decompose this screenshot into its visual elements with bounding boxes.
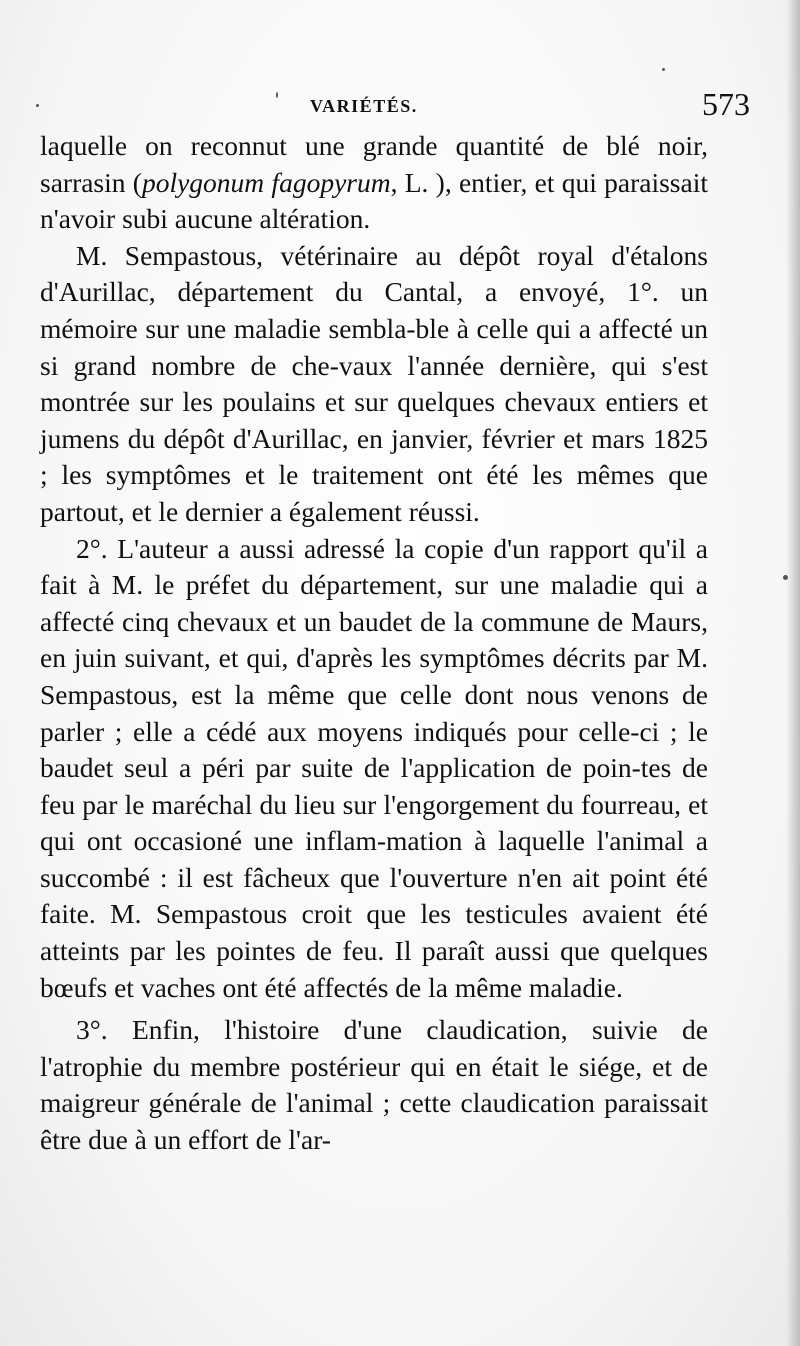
page-header <box>40 86 750 130</box>
latin-name: polygonum fagopyrum <box>141 166 391 198</box>
running-head: VARIÉTÉS. <box>310 96 418 116</box>
paragraph-sempastous: M. Sempastous, vétérinaire au dépôt royal d'étalons d'Aurillac, département du Cantal, a envoyé, 1°. un mémoire sur une maladie sembla-ble à celle qui a affecté un si grand nombre de che-vaux l'année dernière, qui s'est montrée sur les poulains et sur quelques chevaux entiers et jumens du dépôt d'Aurillac, en janvier, février et mars 1825 ; les symptômes et le traitement ont été les mêmes que partout, et le dernier a également réussi. <box>40 239 708 527</box>
paper-speck <box>36 104 39 107</box>
page-number: 573 <box>702 86 750 122</box>
paragraph-continuation <box>40 128 708 238</box>
body-text <box>40 128 708 1159</box>
paragraph-report: 2°. L'auteur a aussi adressé la copie d'un rapport qu'il a fait à M. le préfet du département, sur une maladie qui a affecté cinq chevaux et un baudet de la commune de Maurs, en juin suivant, et qui, d'après les symptômes décrits par M. Sempastous, est la même que celle dont nous venons de parler ; elle a cédé aux moyens indiqués pour celle-ci ; le baudet seul a péri par suite de l'application de poin-tes de feu par le maréchal du lieu sur l'engorgement du fourreau, et qui ont occasioné une inflam-mation à laquelle l'animal a succombé : il est fâcheux que l'ouverture n'en ait point été faite. M. Sempastous croit que les testicules avaient été atteints par les pointes de feu. Il paraît aussi que quelques bœufs et vaches ont été affectés de la même maladie. <box>40 532 708 1003</box>
paper-speck <box>783 575 788 580</box>
paragraph-0-text-before: laquelle on reconnut une grande quantité de blé noir, sarrasin ( <box>40 130 708 198</box>
paper-speck <box>276 92 278 98</box>
paper-speck <box>662 68 665 71</box>
page-edge-shadow <box>786 0 800 1346</box>
paragraph-claudication: 3°. Enfin, l'histoire d'une claudication, suivie de l'atrophie du membre postérieur qui en était le siége, et de maigreur générale de l'animal ; cette claudication paraissait être due à un effort de l'ar- <box>40 1014 708 1156</box>
paragraph-0-text-after: , L. ), entier, et qui paraissait n'avoir subi aucune altération. <box>40 166 708 235</box>
